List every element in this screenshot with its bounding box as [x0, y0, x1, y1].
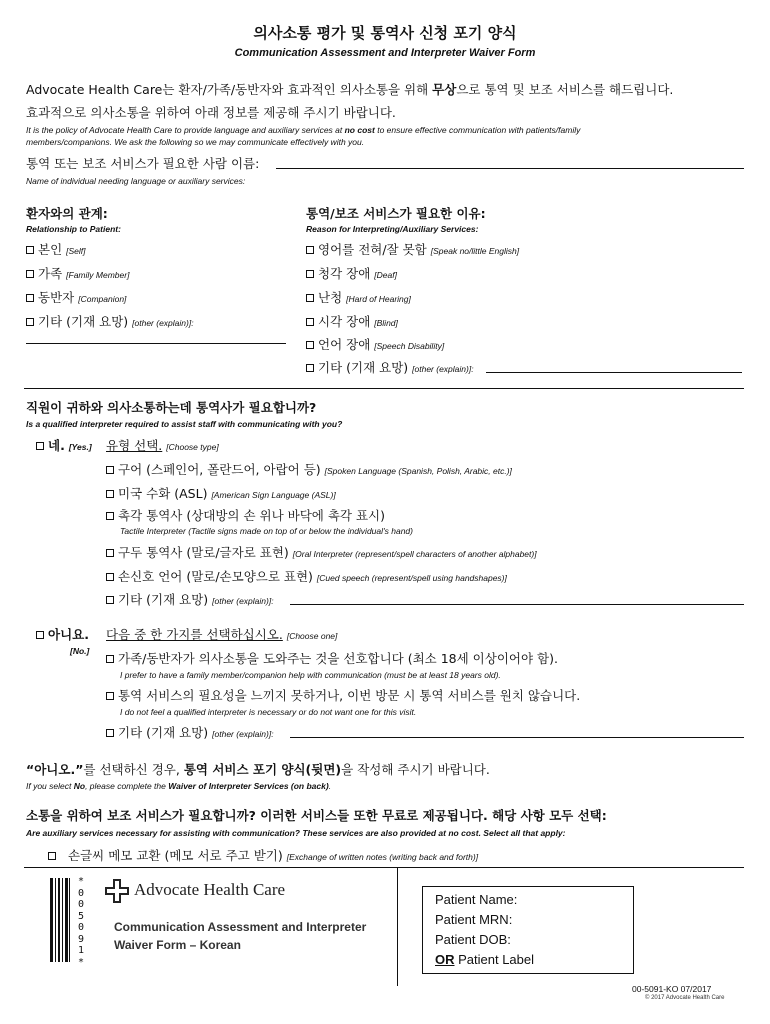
checkbox[interactable]	[36, 631, 44, 639]
relationship-heading-en: Relationship to Patient:	[26, 224, 121, 234]
reason-option-deaf[interactable]: 청각 장애 [Deaf]	[306, 264, 397, 282]
relationship-option-self[interactable]: 본인 [Self]	[26, 240, 86, 258]
reason-heading: 통역/보조 서비스가 필요한 이유:	[306, 206, 486, 221]
checkbox[interactable]	[106, 655, 114, 663]
no-option-family-en: I prefer to have a family member/companion help with communication (must be at least 18 years old).	[120, 670, 501, 680]
interpreter-question-en: Is a qualified interpreter required to assist staff with communicating with you?	[26, 419, 343, 429]
reason-option-other[interactable]: 기타 (기재 요망) [other (explain)]:	[306, 358, 474, 376]
no-label-en: [No.]	[70, 646, 90, 656]
relationship-other-field[interactable]	[26, 343, 286, 344]
relationship-option-family[interactable]: 가족 [Family Member]	[26, 264, 129, 282]
checkbox[interactable]	[306, 270, 314, 278]
patient-name-label: Patient Name:	[435, 892, 518, 907]
yes-option-cued[interactable]: 손신호 언어 (말로/손모양으로 표현) [Cued speech (represent/spell using handshapes)]	[106, 567, 507, 585]
reason-heading-en: Reason for Interpreting/Auxiliary Services:	[306, 224, 479, 234]
yes-option-asl[interactable]: 미국 수화 (ASL) [American Sign Language (ASL)]	[106, 484, 336, 502]
checkbox[interactable]	[306, 294, 314, 302]
section-divider	[24, 388, 744, 389]
checkbox[interactable]	[106, 729, 114, 737]
no-option[interactable]: 아니요.	[36, 625, 89, 643]
checkbox[interactable]	[106, 512, 114, 520]
no-choose-one: 다음 중 한 가지를 선택하십시오. [Choose one]	[106, 627, 338, 642]
checkbox[interactable]	[26, 270, 34, 278]
checkbox[interactable]	[36, 442, 44, 450]
checkbox[interactable]	[306, 318, 314, 326]
relationship-heading: 환자와의 관계:	[26, 206, 108, 221]
interpreter-question: 직원이 귀하와 의사소통하는데 통역사가 필요합니까?	[26, 400, 317, 415]
auxiliary-option-notes[interactable]: 손글씨 메모 교환 (메모 서로 주고 받기) [Exchange of written notes (writing back and forth)]	[48, 846, 478, 864]
yes-option-other[interactable]: 기타 (기재 요망) [other (explain)]:	[106, 590, 274, 608]
no-option-other[interactable]: 기타 (기재 요망) [other (explain)]:	[106, 723, 274, 741]
brand-name: Advocate Health Care	[134, 880, 286, 899]
checkbox[interactable]	[306, 364, 314, 372]
no-option-decline-en: I do not feel a qualified interpreter is necessary or do not want one for this visit.	[120, 707, 417, 717]
checkbox[interactable]	[106, 573, 114, 581]
advocate-logo	[104, 878, 130, 908]
checkbox[interactable]	[48, 852, 56, 860]
name-field[interactable]	[276, 168, 744, 169]
checkbox[interactable]	[26, 318, 34, 326]
checkbox[interactable]	[106, 466, 114, 474]
footer-form-title-1: Communication Assessment and Interpreter	[114, 920, 367, 934]
auxiliary-heading: 소통을 위하여 보조 서비스가 필요합니까? 이러한 서비스들 또한 무료로 제공됩니다. 해당 사항 모두 선택:	[26, 808, 607, 823]
yes-option-tactile[interactable]: 촉각 통역사 (상대방의 손 위나 바닥에 촉각 표시)	[106, 506, 385, 524]
policy-en-1: It is the policy of Advocate Health Care to provide language and auxiliary services at no cost to ensure effective communication with patients/family	[26, 125, 581, 135]
checkbox[interactable]	[106, 596, 114, 604]
relationship-option-companion[interactable]: 동반자 [Companion]	[26, 288, 126, 306]
name-label: 통역 또는 보조 서비스가 필요한 사람 이름:	[26, 156, 260, 171]
yes-choose-type: 유형 선택. [Choose type]	[106, 438, 219, 453]
reason-other-field[interactable]	[486, 372, 742, 373]
advocate-cross-icon	[104, 878, 130, 904]
checkbox[interactable]	[26, 294, 34, 302]
yes-tactile-note: Tactile Interpreter (Tactile signs made on top of or below the individual's hand)	[120, 526, 413, 536]
checkbox[interactable]	[26, 246, 34, 254]
waiver-instruction-en: If you select No, please complete the Waiver of Interpreter Services (on back).	[26, 781, 332, 791]
reason-option-english[interactable]: 영어를 전혀/잘 못함 [Speak no/little English]	[306, 240, 519, 258]
policy-line-1: Advocate Health Care는 환자/가족/동반자와 효과적인 의사소통을 위해 무상으로 통역 및 보조 서비스를 해드립니다.	[26, 82, 674, 97]
waiver-instruction: “아니오.”를 선택하신 경우, 통역 서비스 포기 양식(뒷면)을 작성해 주시기 바랍니다.	[26, 762, 490, 777]
patient-label-text: OR Patient Label	[435, 952, 535, 967]
yes-option-spoken[interactable]: 구어 (스페인어, 폴란드어, 아랍어 등) [Spoken Language (Spanish, Polish, Arabic, etc.)]	[106, 460, 512, 478]
footer-form-title-2: Waiver Form – Korean	[114, 938, 241, 952]
patient-label-box[interactable]	[422, 886, 634, 974]
barcode-number: * 0 0 5 0 9 1 *	[77, 876, 85, 968]
policy-line-2: 효과적으로 의사소통을 위하여 아래 정보를 제공해 주시기 바랍니다.	[26, 105, 396, 120]
footer-divider	[397, 868, 398, 986]
yes-option-oral[interactable]: 구두 통역사 (말로/글자로 표현) [Oral Interpreter (represent/spell characters of another alphabet)]	[106, 543, 537, 561]
no-option-family[interactable]: 가족/동반자가 의사소통을 도와주는 것을 선호합니다 (최소 18세 이상이어야 함).	[106, 649, 558, 667]
auxiliary-heading-en: Are auxiliary services necessary for assisting with communication? These services are also provided at no cost. Select all that apply:	[26, 828, 566, 838]
policy-en-2: members/companions. We ask the following so we may communicate effectively with you.	[26, 137, 365, 147]
form-code: 00-5091-KO 07/2017	[632, 984, 712, 994]
reason-option-blind[interactable]: 시각 장애 [Blind]	[306, 312, 398, 330]
form-title: 의사소통 평가 및 통역사 신청 포기 양식	[253, 24, 517, 42]
checkbox[interactable]	[306, 246, 314, 254]
copyright: © 2017 Advocate Health Care	[645, 995, 725, 1001]
checkbox[interactable]	[306, 341, 314, 349]
patient-mrn-label: Patient MRN:	[435, 912, 513, 927]
form-subtitle: Communication Assessment and Interpreter Waiver Form	[234, 47, 536, 59]
checkbox[interactable]	[106, 692, 114, 700]
yes-other-field[interactable]	[290, 604, 744, 605]
reason-option-hard-of-hearing[interactable]: 난청 [Hard of Hearing]	[306, 288, 411, 306]
relationship-option-other[interactable]: 기타 (기재 요망) [other (explain)]:	[26, 312, 194, 330]
checkbox[interactable]	[106, 549, 114, 557]
patient-dob-label: Patient DOB:	[435, 932, 511, 947]
footer-block	[24, 867, 744, 986]
checkbox[interactable]	[106, 490, 114, 498]
yes-option[interactable]: 네. [Yes.]	[36, 436, 92, 454]
reason-option-speech[interactable]: 언어 장애 [Speech Disability]	[306, 335, 444, 353]
barcode	[50, 878, 70, 962]
no-option-decline[interactable]: 통역 서비스의 필요성을 느끼지 못하거나, 이번 방문 시 통역 서비스를 원치 않습니다.	[106, 686, 580, 704]
name-label-en: Name of individual needing language or auxiliary services:	[26, 176, 246, 186]
no-other-field[interactable]	[290, 737, 744, 738]
